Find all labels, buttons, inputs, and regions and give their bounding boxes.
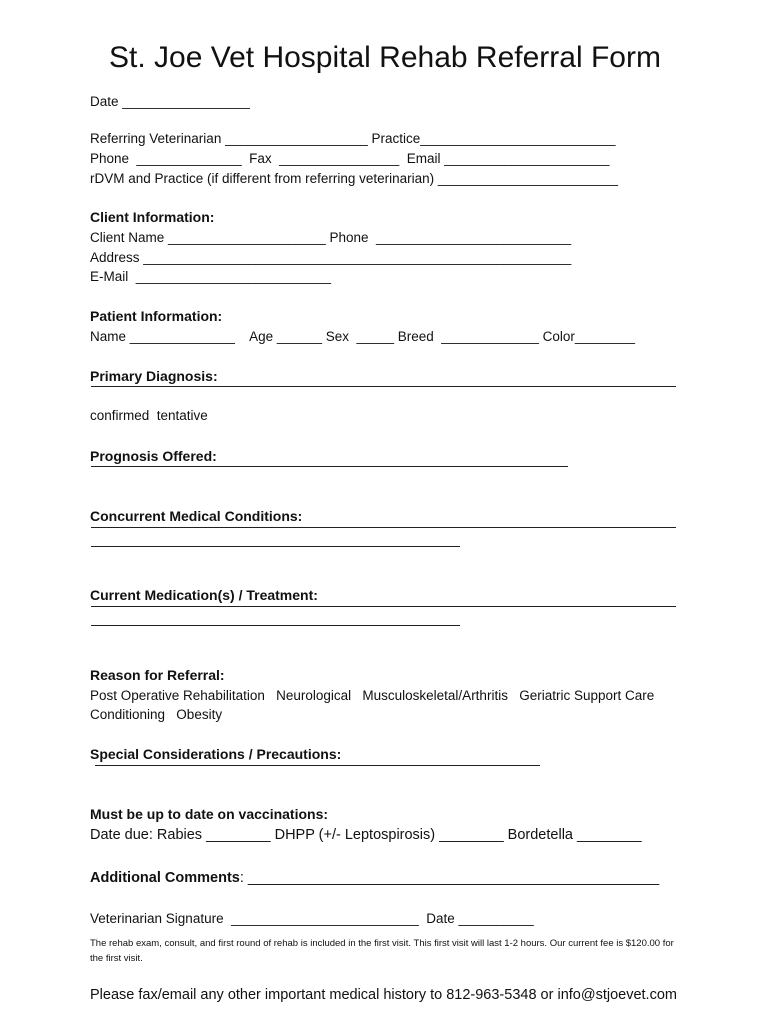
- medications-blank-1[interactable]: [91, 606, 676, 607]
- concurrent-conditions-blank-2[interactable]: [91, 546, 460, 547]
- primary-diagnosis-blank[interactable]: [91, 386, 676, 387]
- vaccinations-heading: Must be up to date on vaccinations:: [90, 806, 329, 822]
- page-title: St. Joe Vet Hospital Rehab Referral Form: [109, 41, 661, 74]
- footer-contact-note: Please fax/email any other important medical history to 812-963-5348 or info@stjoevet.com: [90, 987, 677, 1003]
- prognosis-heading: Prognosis Offered:: [90, 448, 217, 464]
- vaccination-dates-fields[interactable]: Date due: Rabies ________ DHPP (+/- Leptospirosis) ________ Bordetella ________: [90, 827, 642, 843]
- date-field[interactable]: Date _________________: [90, 94, 250, 109]
- medications-heading: Current Medication(s) / Treatment:: [90, 587, 318, 603]
- patient-details-fields[interactable]: Name ______________ Age ______ Sex _____ Breed _____________ Color________: [90, 329, 635, 344]
- special-considerations-blank[interactable]: [95, 765, 540, 766]
- fee-note: The rehab exam, consult, and first round of rehab is included in the first visit. This first visit will last 1-2 hours. Our current fee is $120.00 for the first visit.: [90, 938, 674, 964]
- prognosis-blank[interactable]: [91, 466, 568, 467]
- client-info-heading: Client Information:: [90, 209, 215, 225]
- additional-comments-row[interactable]: [90, 870, 659, 887]
- referral-options-row-2[interactable]: Conditioning Obesity: [90, 707, 223, 722]
- email-field[interactable]: E-Mail __________________________: [90, 269, 331, 284]
- referring-vet-field[interactable]: Referring Veterinarian ___________________ Practice__________________________: [90, 131, 616, 146]
- vet-signature-date-fields[interactable]: Veterinarian Signature _________________________ Date __________: [90, 911, 534, 926]
- additional-comments-label: Additional Comments: [90, 870, 240, 886]
- special-considerations-heading: Special Considerations / Precautions:: [90, 746, 342, 762]
- concurrent-conditions-blank-1[interactable]: [91, 527, 676, 528]
- concurrent-conditions-heading: Concurrent Medical Conditions:: [90, 508, 303, 524]
- additional-comments-blank[interactable]: : ___________________________________________________: [239, 870, 660, 886]
- client-name-phone-fields[interactable]: Client Name _____________________ Phone __________________________: [90, 230, 572, 245]
- diagnosis-status-options[interactable]: confirmed tentative: [90, 408, 208, 423]
- reason-for-referral-heading: Reason for Referral:: [90, 667, 225, 683]
- phone-fax-email-fields[interactable]: Phone ______________ Fax ________________ Email ______________________: [90, 151, 610, 166]
- address-field[interactable]: Address _________________________________________________________: [90, 250, 572, 265]
- primary-diagnosis-heading: Primary Diagnosis:: [90, 368, 218, 384]
- medications-blank-2[interactable]: [91, 625, 460, 626]
- rdvm-practice-field[interactable]: rDVM and Practice (if different from referring veterinarian) ________________________: [90, 171, 619, 186]
- referral-options-row-1[interactable]: Post Operative Rehabilitation Neurological Musculoskeletal/Arthritis Geriatric Support Care: [90, 688, 655, 703]
- patient-info-heading: Patient Information:: [90, 308, 223, 324]
